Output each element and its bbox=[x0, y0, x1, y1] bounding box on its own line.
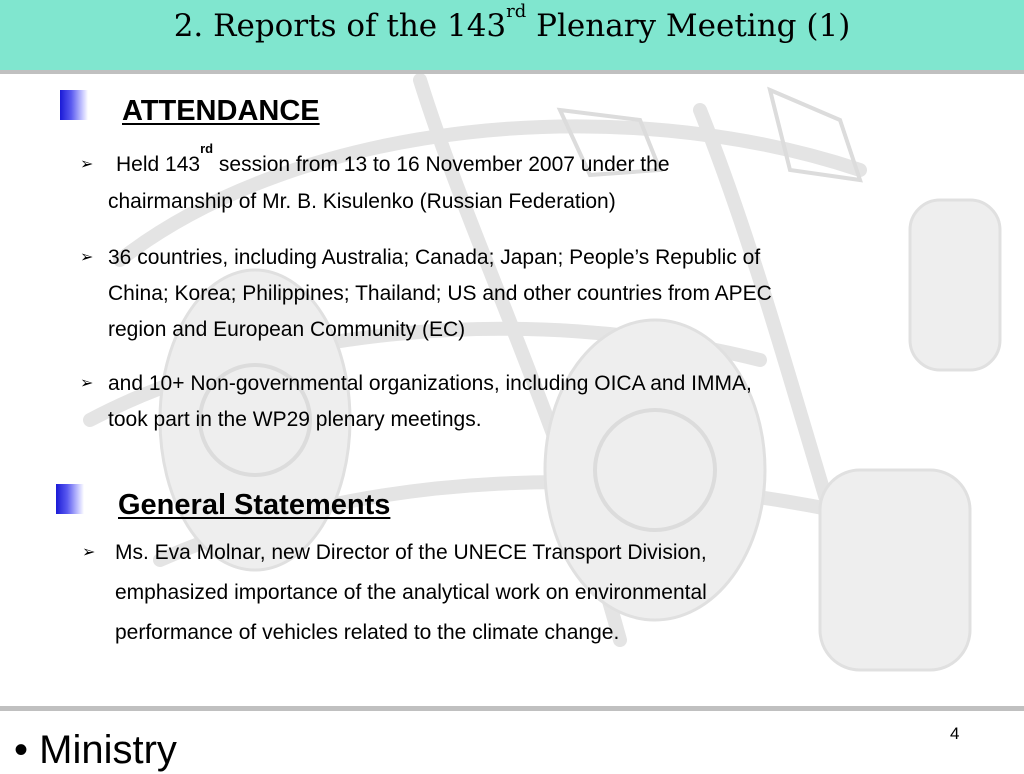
footer-text: Ministry bbox=[39, 728, 177, 772]
attendance-item-3-line-2: took part in the WP29 plenary meetings. bbox=[108, 408, 482, 431]
attendance-bullet-icon bbox=[60, 90, 88, 120]
footer-divider bbox=[0, 706, 1024, 711]
title-text-suffix: Plenary Meeting (1) bbox=[526, 8, 851, 44]
line-text: session from 13 to 16 November 2007 under the bbox=[213, 153, 670, 176]
attendance-item-3-line-1: and 10+ Non-governmental organizations, including OICA and IMMA, bbox=[108, 372, 752, 395]
title-divider bbox=[0, 70, 1024, 74]
attendance-item-1-line-2: chairmanship of Mr. B. Kisulenko (Russian Federation) bbox=[108, 190, 616, 213]
attendance-item-3 bbox=[80, 366, 752, 438]
general-item-1-line-3: performance of vehicles related to the climate change. bbox=[115, 621, 620, 644]
arrow-bullet-icon: ➢ bbox=[82, 544, 96, 561]
slide-title bbox=[0, 1, 1024, 46]
title-superscript: rd bbox=[506, 1, 527, 22]
general-item-1-line-1: Ms. Eva Molnar, new Director of the UNECE Transport Division, bbox=[115, 541, 707, 564]
page-number: 4 bbox=[950, 724, 960, 743]
attendance-item-2-line-3: region and European Community (EC) bbox=[108, 318, 466, 341]
attendance-item-2-line-1: 36 countries, including Australia; Canada; Japan; People’s Republic of bbox=[108, 246, 761, 269]
arrow-bullet-icon: ➢ bbox=[80, 375, 94, 392]
line-text: Held 143 bbox=[116, 153, 201, 176]
title-text: 2. Reports of the 143 bbox=[173, 8, 507, 44]
footer-bullet-glyph: • bbox=[14, 728, 29, 772]
general-item-1 bbox=[82, 533, 707, 653]
general-statements-heading: General Statements bbox=[118, 489, 391, 521]
attendance-item-2 bbox=[80, 240, 772, 348]
attendance-item-2-line-2: China; Korea; Philippines; Thailand; US and other countries from APEC bbox=[108, 282, 772, 305]
general-item-1-line-2: emphasized importance of the analytical work on environmental bbox=[115, 581, 707, 604]
ordinal-superscript: rd bbox=[200, 141, 214, 156]
general-bullet-icon bbox=[56, 484, 84, 514]
arrow-bullet-icon: ➢ bbox=[80, 156, 94, 173]
footer-bullet-text bbox=[14, 726, 177, 774]
arrow-bullet-icon: ➢ bbox=[80, 249, 94, 266]
attendance-item-1 bbox=[80, 141, 670, 220]
attendance-heading: ATTENDANCE bbox=[122, 95, 320, 127]
attendance-item-1-line-1 bbox=[80, 141, 670, 183]
